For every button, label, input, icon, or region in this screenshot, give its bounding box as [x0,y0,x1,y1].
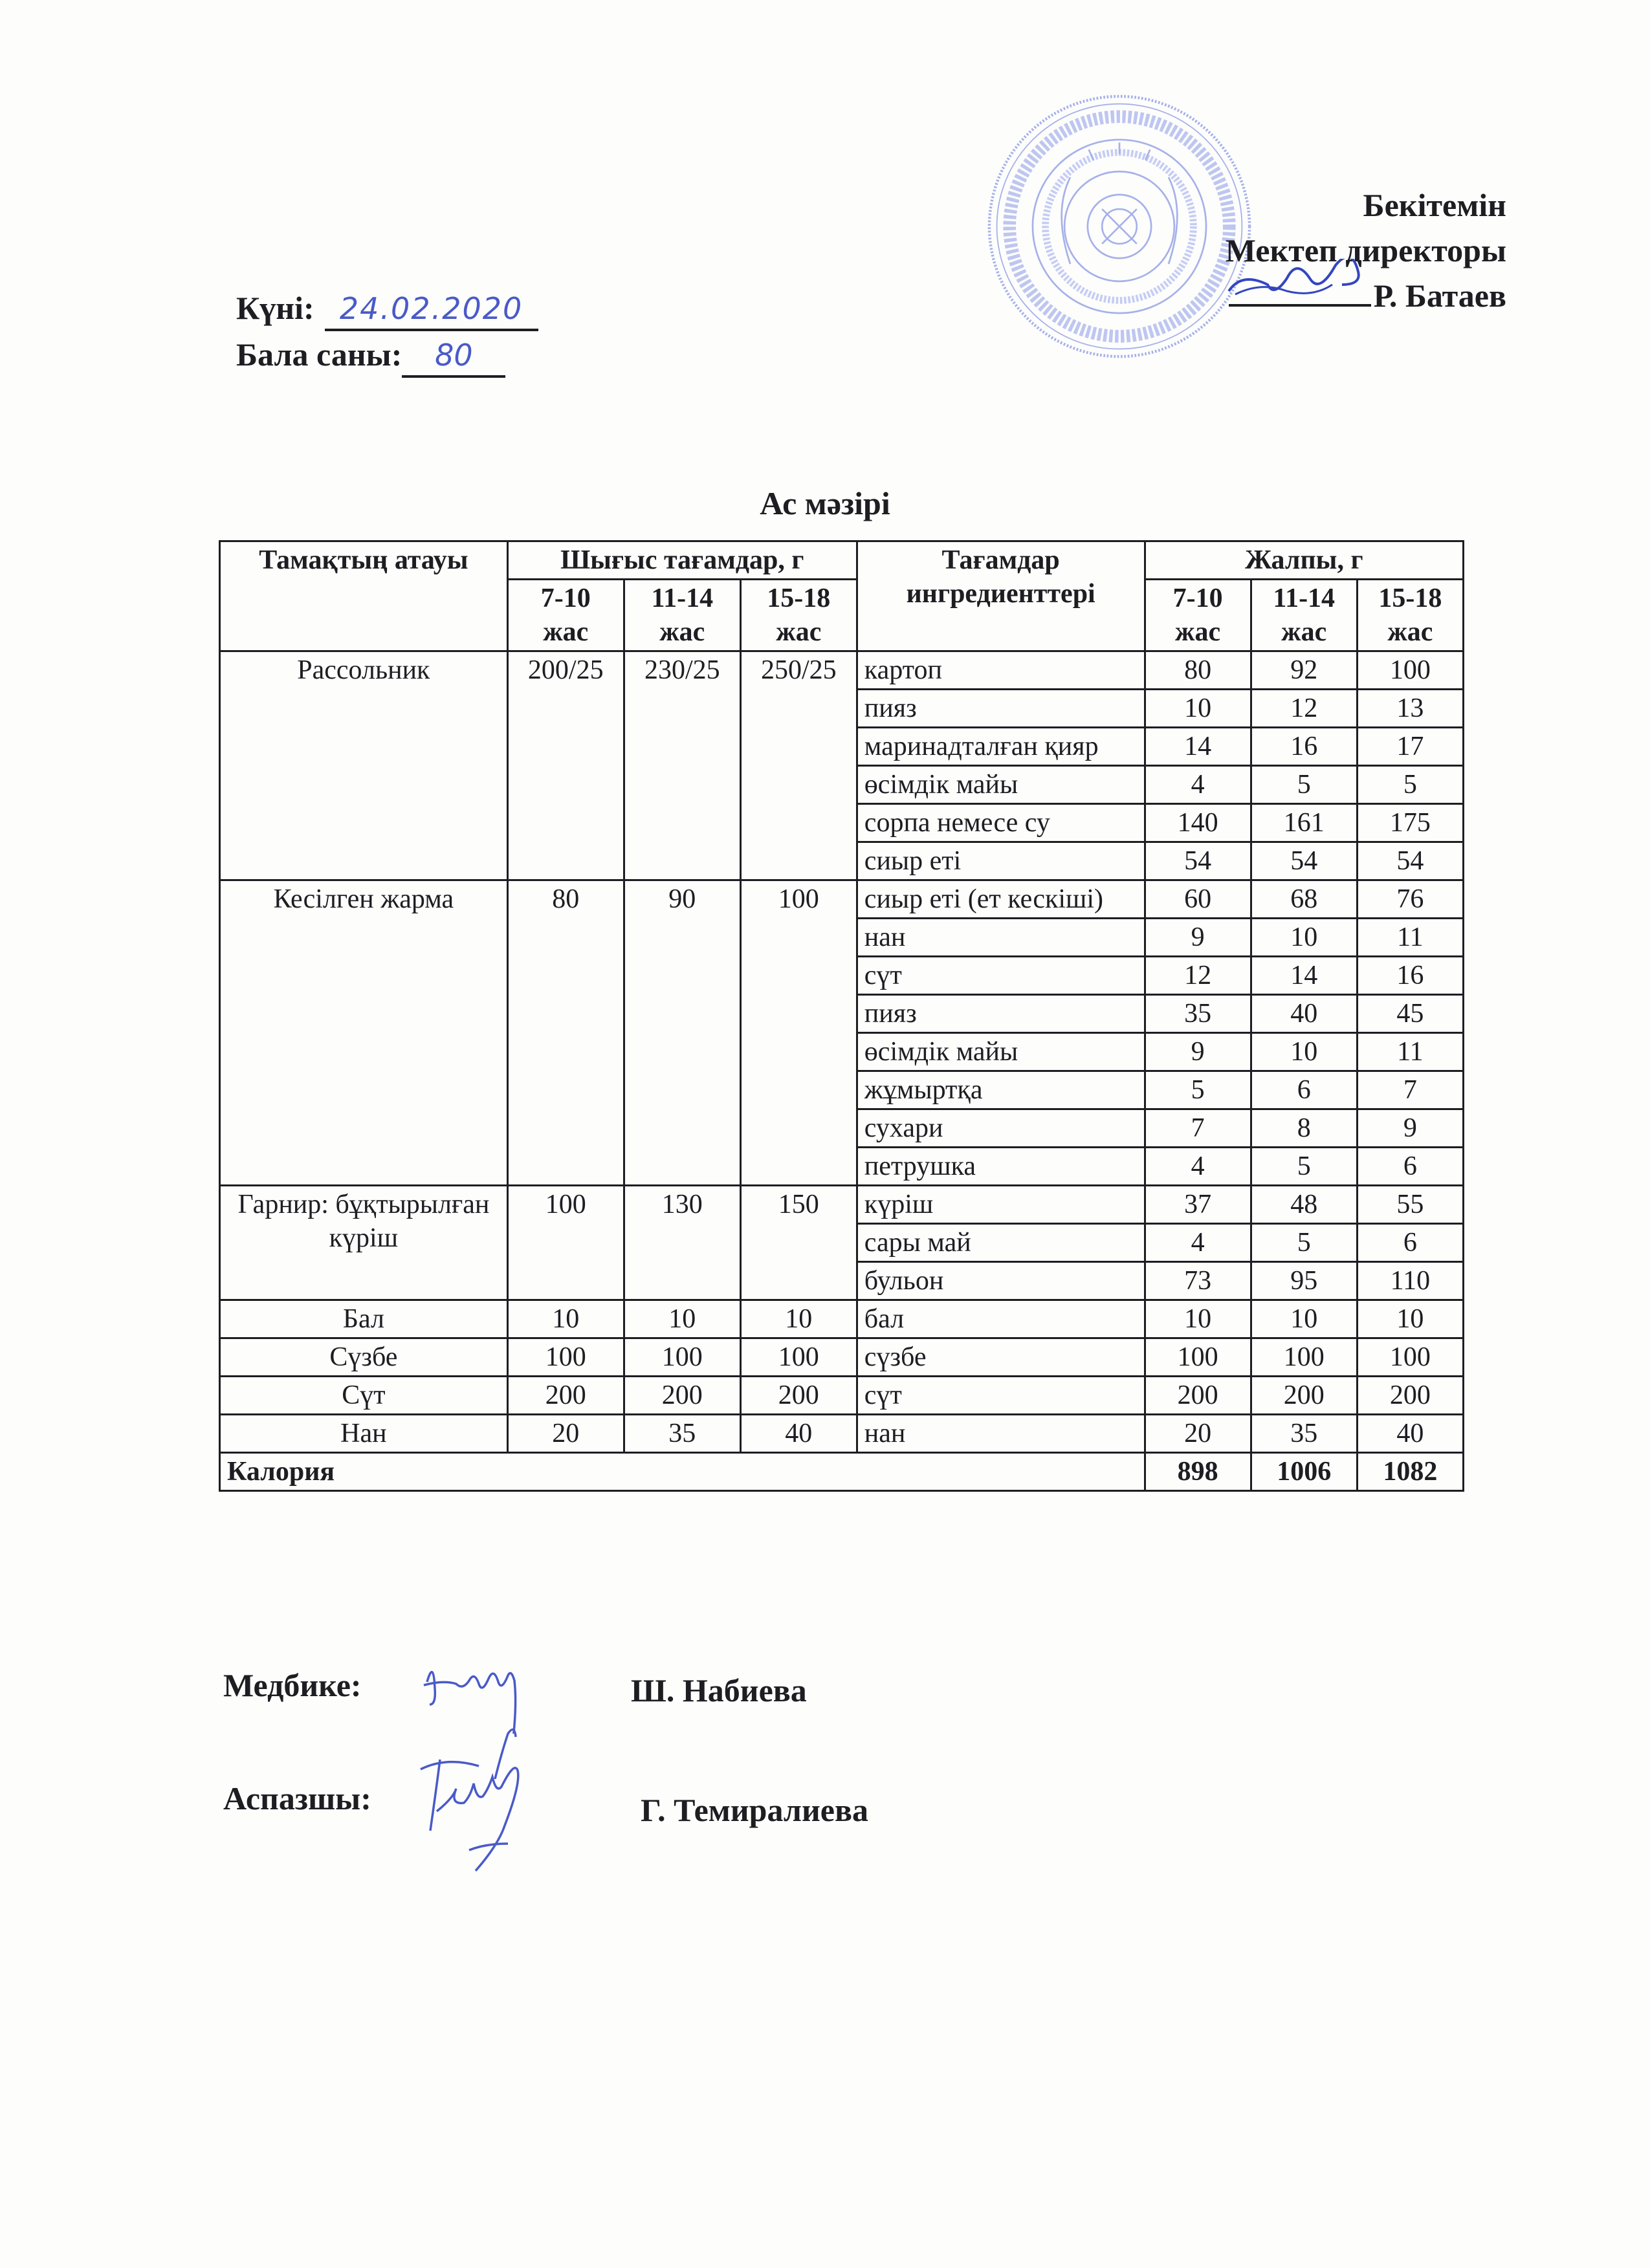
ingredient-amount: 80 [1145,651,1251,690]
nurse-name: Ш. Набиева [631,1672,807,1708]
ingredient-amount: 73 [1145,1262,1251,1300]
ingredient-amount: 200 [1251,1377,1357,1415]
ingredient-amount: 9 [1357,1109,1463,1148]
ingredient-name: жұмыртқа [857,1071,1145,1109]
dish-output-value: 100 [507,1338,624,1377]
ingredient-name: сорпа немесе су [857,804,1145,842]
dish-output-value: 90 [624,880,740,1186]
director-signature-line [1229,278,1371,307]
children-count-row [236,331,538,378]
date-label: Күні: [236,290,314,326]
ingredient-amount: 40 [1357,1415,1463,1453]
header-age-output-0: 7-10 жас [507,580,624,651]
ingredient-amount: 10 [1145,1300,1251,1338]
ingredient-name: бал [857,1300,1145,1338]
ingredient-name: нан [857,919,1145,957]
dish-name: Нан [220,1415,508,1453]
cook-signature [417,1714,560,1876]
approval-block [1226,182,1506,318]
ingredient-amount: 11 [1357,919,1463,957]
ingredient-amount: 4 [1145,1224,1251,1262]
dish-output-value: 35 [624,1415,740,1453]
dish-output-value: 10 [740,1300,857,1338]
dish-name: Кесілген жарма [220,880,508,1186]
header-row [220,541,1464,580]
ingredient-amount: 68 [1251,880,1357,919]
director-signature-row [1226,273,1506,318]
ingredient-amount: 5 [1251,1148,1357,1186]
ingredient-name: сухари [857,1109,1145,1148]
ingredient-amount: 45 [1357,995,1463,1033]
ingredient-amount: 76 [1357,880,1463,919]
ingredient-amount: 110 [1357,1262,1463,1300]
ingredient-amount: 55 [1357,1186,1463,1224]
calorie-row [220,1453,1464,1491]
ingredient-amount: 7 [1357,1071,1463,1109]
ingredient-amount: 200 [1357,1377,1463,1415]
ingredient-name: маринадталған қияр [857,728,1145,766]
ingredient-amount: 6 [1251,1071,1357,1109]
ingredient-amount: 5 [1251,1224,1357,1262]
dish-name: Сүт [220,1377,508,1415]
ingredient-amount: 95 [1251,1262,1357,1300]
ingredient-amount: 161 [1251,804,1357,842]
dish-output-value: 250/25 [740,651,857,880]
ingredient-amount: 10 [1251,1300,1357,1338]
ingredient-name: картоп [857,651,1145,690]
ingredient-amount: 100 [1145,1338,1251,1377]
ingredient-amount: 4 [1145,1148,1251,1186]
header-age-total-2: 15-18 жас [1357,580,1463,651]
dish-output-value: 10 [624,1300,740,1338]
ingredient-amount: 14 [1251,957,1357,995]
table-row [220,651,1464,690]
ingredient-amount: 10 [1145,690,1251,728]
ingredient-name: нан [857,1415,1145,1453]
ingredient-amount: 6 [1357,1148,1463,1186]
ingredient-amount: 12 [1251,690,1357,728]
dish-output-value: 130 [624,1186,740,1300]
header-age-total-0: 7-10 жас [1145,580,1251,651]
ingredient-name: петрушка [857,1148,1145,1186]
ingredient-name: өсімдік майы [857,766,1145,804]
ingredient-amount: 7 [1145,1109,1251,1148]
ingredient-amount: 37 [1145,1186,1251,1224]
ingredient-name: күріш [857,1186,1145,1224]
table-row [220,1338,1464,1377]
ingredient-amount: 40 [1251,995,1357,1033]
ingredient-amount: 5 [1357,766,1463,804]
ingredient-amount: 140 [1145,804,1251,842]
ingredient-amount: 14 [1145,728,1251,766]
table-row [220,1377,1464,1415]
dish-name: Сүзбе [220,1338,508,1377]
ingredient-amount: 9 [1145,1033,1251,1071]
dish-name: Гарнир: бұқтырылған күріш [220,1186,508,1300]
ingredient-amount: 17 [1357,728,1463,766]
dish-output-value: 80 [507,880,624,1186]
ingredient-amount: 11 [1357,1033,1463,1071]
ingredient-name: пияз [857,690,1145,728]
director-name: Р. Батаев [1373,278,1506,314]
table-row [220,1300,1464,1338]
header-ingredients: Тағамдар ингредиенттері [857,541,1145,651]
dish-output-value: 230/25 [624,651,740,880]
dish-name: Бал [220,1300,508,1338]
ingredient-name: өсімдік майы [857,1033,1145,1071]
ingredient-amount: 100 [1251,1338,1357,1377]
ingredient-name: сүт [857,1377,1145,1415]
ingredient-amount: 20 [1145,1415,1251,1453]
header-age-total-1: 11-14 жас [1251,580,1357,651]
calorie-value: 1006 [1251,1453,1357,1491]
header-total: Жалпы, г [1145,541,1463,580]
ingredient-amount: 4 [1145,766,1251,804]
official-stamp [984,91,1255,362]
dish-output-value: 200 [624,1377,740,1415]
director-position: Мектеп директоры [1225,232,1506,268]
dish-name: Рассольник [220,651,508,880]
ingredient-amount: 54 [1251,842,1357,880]
menu-table [219,540,1464,1492]
ingredient-amount: 16 [1357,957,1463,995]
dish-output-value: 100 [624,1338,740,1377]
header-age-output-2: 15-18 жас [740,580,857,651]
table-row [220,1186,1464,1224]
ingredient-amount: 100 [1357,1338,1463,1377]
children-count-label: Бала саны: [236,336,402,373]
ingredient-name: бульон [857,1262,1145,1300]
ingredient-name: пияз [857,995,1145,1033]
ingredient-amount: 13 [1357,690,1463,728]
ingredient-name: сүт [857,957,1145,995]
ingredient-amount: 6 [1357,1224,1463,1262]
nurse-label: Медбике: [223,1667,362,1703]
ingredient-name: сүзбе [857,1338,1145,1377]
calorie-value: 1082 [1357,1453,1463,1491]
dish-output-value: 200 [740,1377,857,1415]
table-row [220,1415,1464,1453]
ingredient-amount: 48 [1251,1186,1357,1224]
ingredient-amount: 12 [1145,957,1251,995]
dish-output-value: 40 [740,1415,857,1453]
ingredient-amount: 200 [1145,1377,1251,1415]
ingredient-amount: 100 [1357,651,1463,690]
dish-output-value: 200/25 [507,651,624,880]
ingredient-amount: 8 [1251,1109,1357,1148]
ingredient-name: сиыр еті [857,842,1145,880]
dish-output-value: 150 [740,1186,857,1300]
calorie-label: Калория [220,1453,1145,1491]
ingredient-amount: 175 [1357,804,1463,842]
ingredient-amount: 9 [1145,919,1251,957]
ingredient-amount: 10 [1357,1300,1463,1338]
ingredient-amount: 35 [1145,995,1251,1033]
approve-label: Бекітемін [1363,187,1506,223]
ingredient-name: сары май [857,1224,1145,1262]
ingredient-amount: 92 [1251,651,1357,690]
date-row [236,285,538,331]
dish-output-value: 100 [740,1338,857,1377]
ingredient-amount: 54 [1357,842,1463,880]
header-dish-name: Тамақтың атауы [220,541,508,651]
ingredient-amount: 10 [1251,1033,1357,1071]
ingredient-amount: 35 [1251,1415,1357,1453]
children-count-value: 80 [402,335,505,378]
menu-meta [236,285,538,378]
dish-output-value: 10 [507,1300,624,1338]
ingredient-amount: 16 [1251,728,1357,766]
dish-output-value: 20 [507,1415,624,1453]
date-value: 24.02.2020 [325,289,538,331]
page-title: Ас мәзірі [760,485,890,521]
table-row [220,880,1464,919]
ingredient-name: сиыр еті (ет кескіші) [857,880,1145,919]
ingredient-amount: 5 [1145,1071,1251,1109]
director-signature [1222,259,1371,311]
dish-output-value: 100 [507,1186,624,1300]
cook-label: Аспазшы: [223,1780,371,1816]
cook-name: Г. Темиралиева [641,1792,868,1828]
ingredient-amount: 10 [1251,919,1357,957]
ingredient-amount: 5 [1251,766,1357,804]
header-age-output-1: 11-14 жас [624,580,740,651]
dish-output-value: 100 [740,880,857,1186]
header-output: Шығыс тағамдар, г [507,541,857,580]
ingredient-amount: 60 [1145,880,1251,919]
calorie-value: 898 [1145,1453,1251,1491]
dish-output-value: 200 [507,1377,624,1415]
ingredient-amount: 54 [1145,842,1251,880]
